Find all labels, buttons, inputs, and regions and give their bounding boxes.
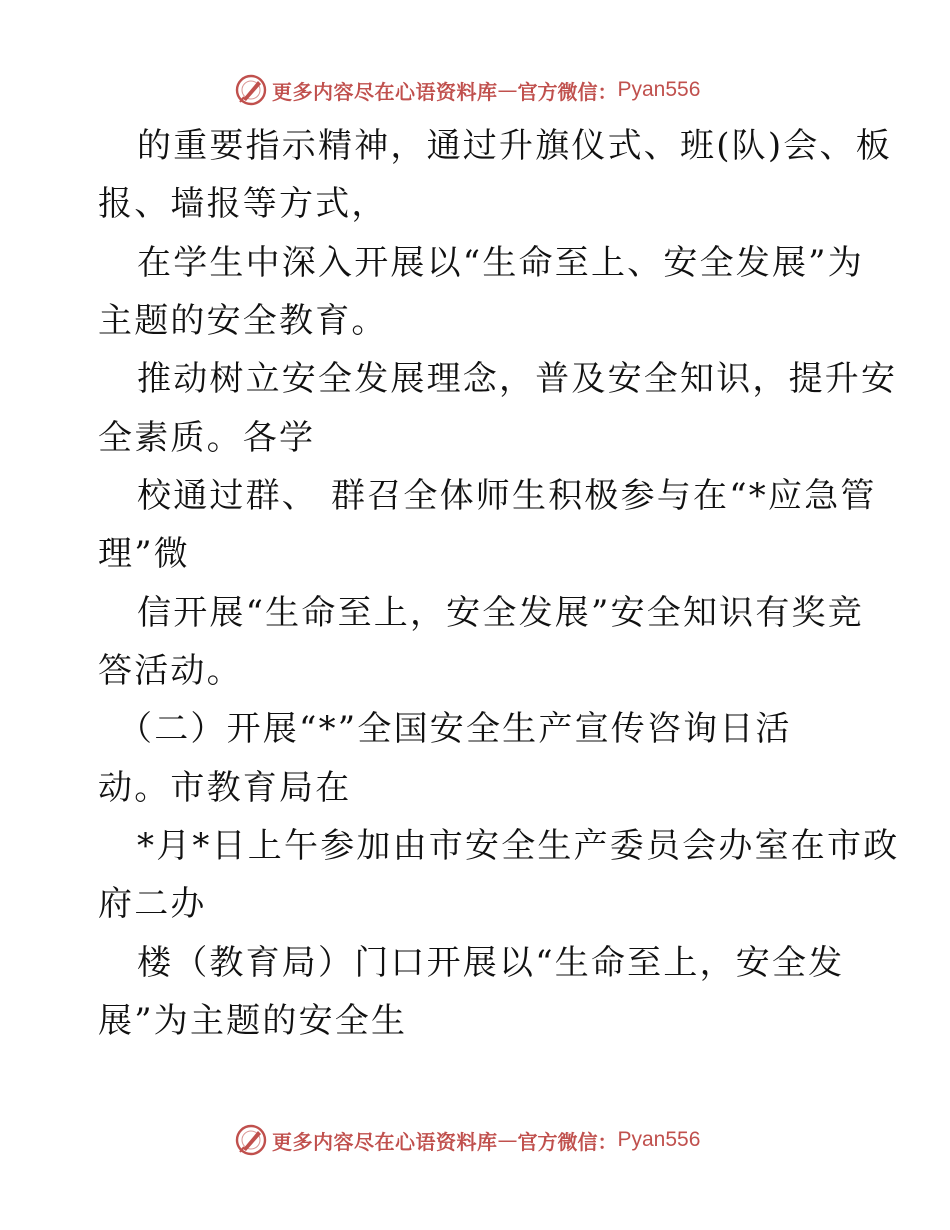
body-line: 楼（教育局）门口开展以“生命至上，安全发 [137,943,845,983]
header-banner-content [234,70,700,110]
footer-banner [0,1120,950,1160]
footer-wechat-label: 官方微信： [517,1129,618,1154]
body-line: 府二办 [98,884,207,924]
body-line: 信开展“生命至上，安全发展”安全知识有奖竞 [137,593,864,633]
header-banner [0,70,950,110]
footer-wechat-id: Pyan556 [617,1128,701,1151]
body-line: 主题的安全教育。 [98,301,388,341]
footer-banner-content [234,1120,700,1160]
body-line: 展”为主题的安全生 [98,1001,408,1041]
header-wechat-id: Pyan556 [617,78,701,101]
quill-logo-icon [234,1123,268,1157]
header-site-text: 更多内容尽在心语资料库 [272,79,498,104]
body-line: （二）开展“*”全国安全生产宣传咨询日活 [118,709,792,749]
quill-logo-icon [234,73,268,107]
footer-separator: — [497,1128,518,1152]
body-line: 报、墙报等方式， [98,184,388,224]
body-line: 答活动。 [98,651,243,691]
body-line: 的重要指示精神，通过升旗仪式、班(队)会、板 [137,126,892,166]
body-line: *月*日上午参加由市安全生产委员会办室在市政 [137,826,900,866]
footer-site-text: 更多内容尽在心语资料库 [272,1129,498,1154]
body-line: 在学生中深入开展以“生命至上、安全发展”为 [137,243,864,283]
body-line: 理”微 [98,534,190,574]
body-line: 动。市教育局在 [98,768,352,808]
body-line: 校通过群、 群召全体师生积极参与在“*应急管 [137,476,877,516]
body-line: 推动树立安全发展理念，普及安全知识，提升安 [137,359,898,399]
header-separator: — [497,78,518,102]
header-wechat-label: 官方微信： [517,79,618,104]
body-line: 全素质。各学 [98,418,316,458]
